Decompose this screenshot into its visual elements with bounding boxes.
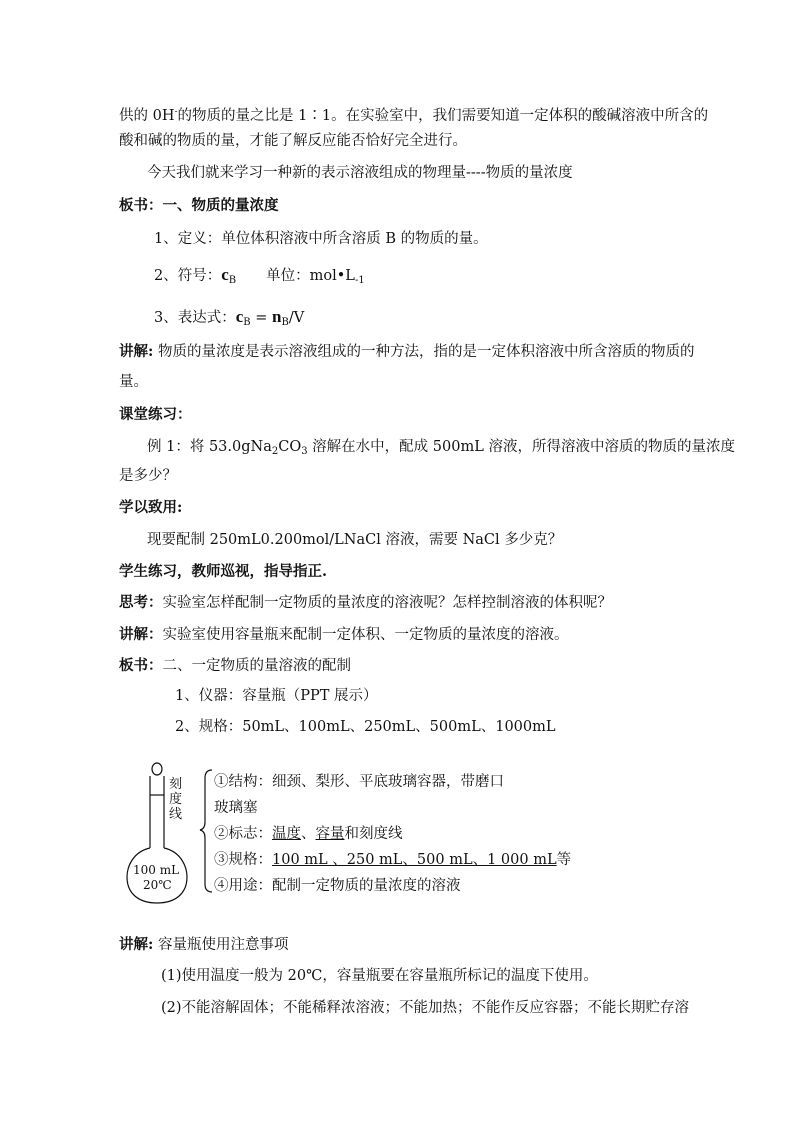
explain-line-1: 讲解: 物质的量浓度是表示溶液组成的一种方法，指的是一定体积溶液中所含溶质的物质的 bbox=[119, 343, 695, 360]
spec-line: 2、规格：50mL、100mL、250mL、500mL、1000mL bbox=[175, 719, 556, 735]
flask-structure-1: ①结构：细颈、梨形、平底玻璃容器，带磨口 bbox=[214, 774, 504, 790]
board-heading-1: 板书：一、物质的量浓度 bbox=[119, 197, 279, 214]
para-line-1: 供的 0H-的物质的量之比是 1∶1。在实验室中，我们需要知道一定体积的酸碱溶液中所含的 bbox=[119, 107, 709, 124]
student-practice-line: 学生练习，教师巡视，指导指正. bbox=[119, 563, 328, 580]
note-1: (1)使用温度一般为 20℃，容量瓶要在容量瓶所标记的温度下使用。 bbox=[161, 968, 598, 984]
para-line-2: 酸和碱的物质的量，才能了解反应能否恰好完全进行。 bbox=[119, 133, 467, 149]
explain-line-2: 量。 bbox=[119, 374, 148, 390]
intro-line: 今天我们就来学习一种新的表示溶液组成的物理量----物质的量浓度 bbox=[147, 165, 573, 181]
symbol-line: 2、符号：$c_B$ 单位：$mol•L_{-1}$ bbox=[154, 265, 365, 286]
flask-mark-line: ②标志：温度、容量和刻度线 bbox=[214, 826, 403, 842]
instrument-line: 1、仪器：容量瓶（PPT 展示） bbox=[175, 688, 378, 704]
explain-line-3: 讲解：实验室使用容量瓶来配制一定体积、一定物质的量浓度的溶液。 bbox=[119, 626, 569, 643]
expression-line: 3、表达式：$c_B = n_B/V$ bbox=[154, 307, 305, 328]
flask-brace bbox=[200, 770, 212, 892]
flask-stopper bbox=[152, 763, 162, 775]
think-line: 思考：实验室怎样配制一定物质的量浓度的溶液呢？怎样控制溶液的体积呢？ bbox=[119, 594, 612, 611]
example-line-2: 是多少？ bbox=[119, 468, 177, 484]
flask-structure-2: 玻璃塞 bbox=[214, 800, 258, 816]
graduation-label: 刻 度 线 bbox=[169, 777, 183, 822]
apply-question: 现要配制 250mL0.200mol/LNaCl 溶液，需要 NaCl 多少克？ bbox=[147, 532, 563, 548]
flask-temp-label: 20℃ bbox=[143, 878, 172, 892]
flask-volume-label: 100 mL bbox=[133, 863, 180, 877]
board-heading-2: 板书：二、一定物质的量溶液的配制 bbox=[119, 657, 351, 674]
explain-line-4: 讲解: 容量瓶使用注意事项 bbox=[119, 936, 289, 953]
flask-spec-line: ③规格：100 mL 、250 mL、500 mL、1 000 mL等 bbox=[214, 852, 572, 868]
example-line-1: 例 1：将 $53.0gNa_2CO_3$ 溶解在水中，配成 500mL 溶液，所得溶液中溶质的物质的量浓度 bbox=[147, 439, 735, 457]
apply-heading: 学以致用: bbox=[119, 499, 183, 516]
practice-heading: 课堂练习： bbox=[119, 406, 192, 423]
flask-use-line: ④用途：配制一定物质的量浓度的溶液 bbox=[214, 878, 461, 894]
note-2: (2)不能溶解固体；不能稀释浓溶液；不能加热；不能作反应容器；不能长期贮存溶 bbox=[161, 1000, 690, 1016]
definition-line: 1、定义：单位体积溶液中所含溶质 B 的物质的量。 bbox=[154, 231, 488, 247]
flask-neck bbox=[150, 776, 164, 848]
